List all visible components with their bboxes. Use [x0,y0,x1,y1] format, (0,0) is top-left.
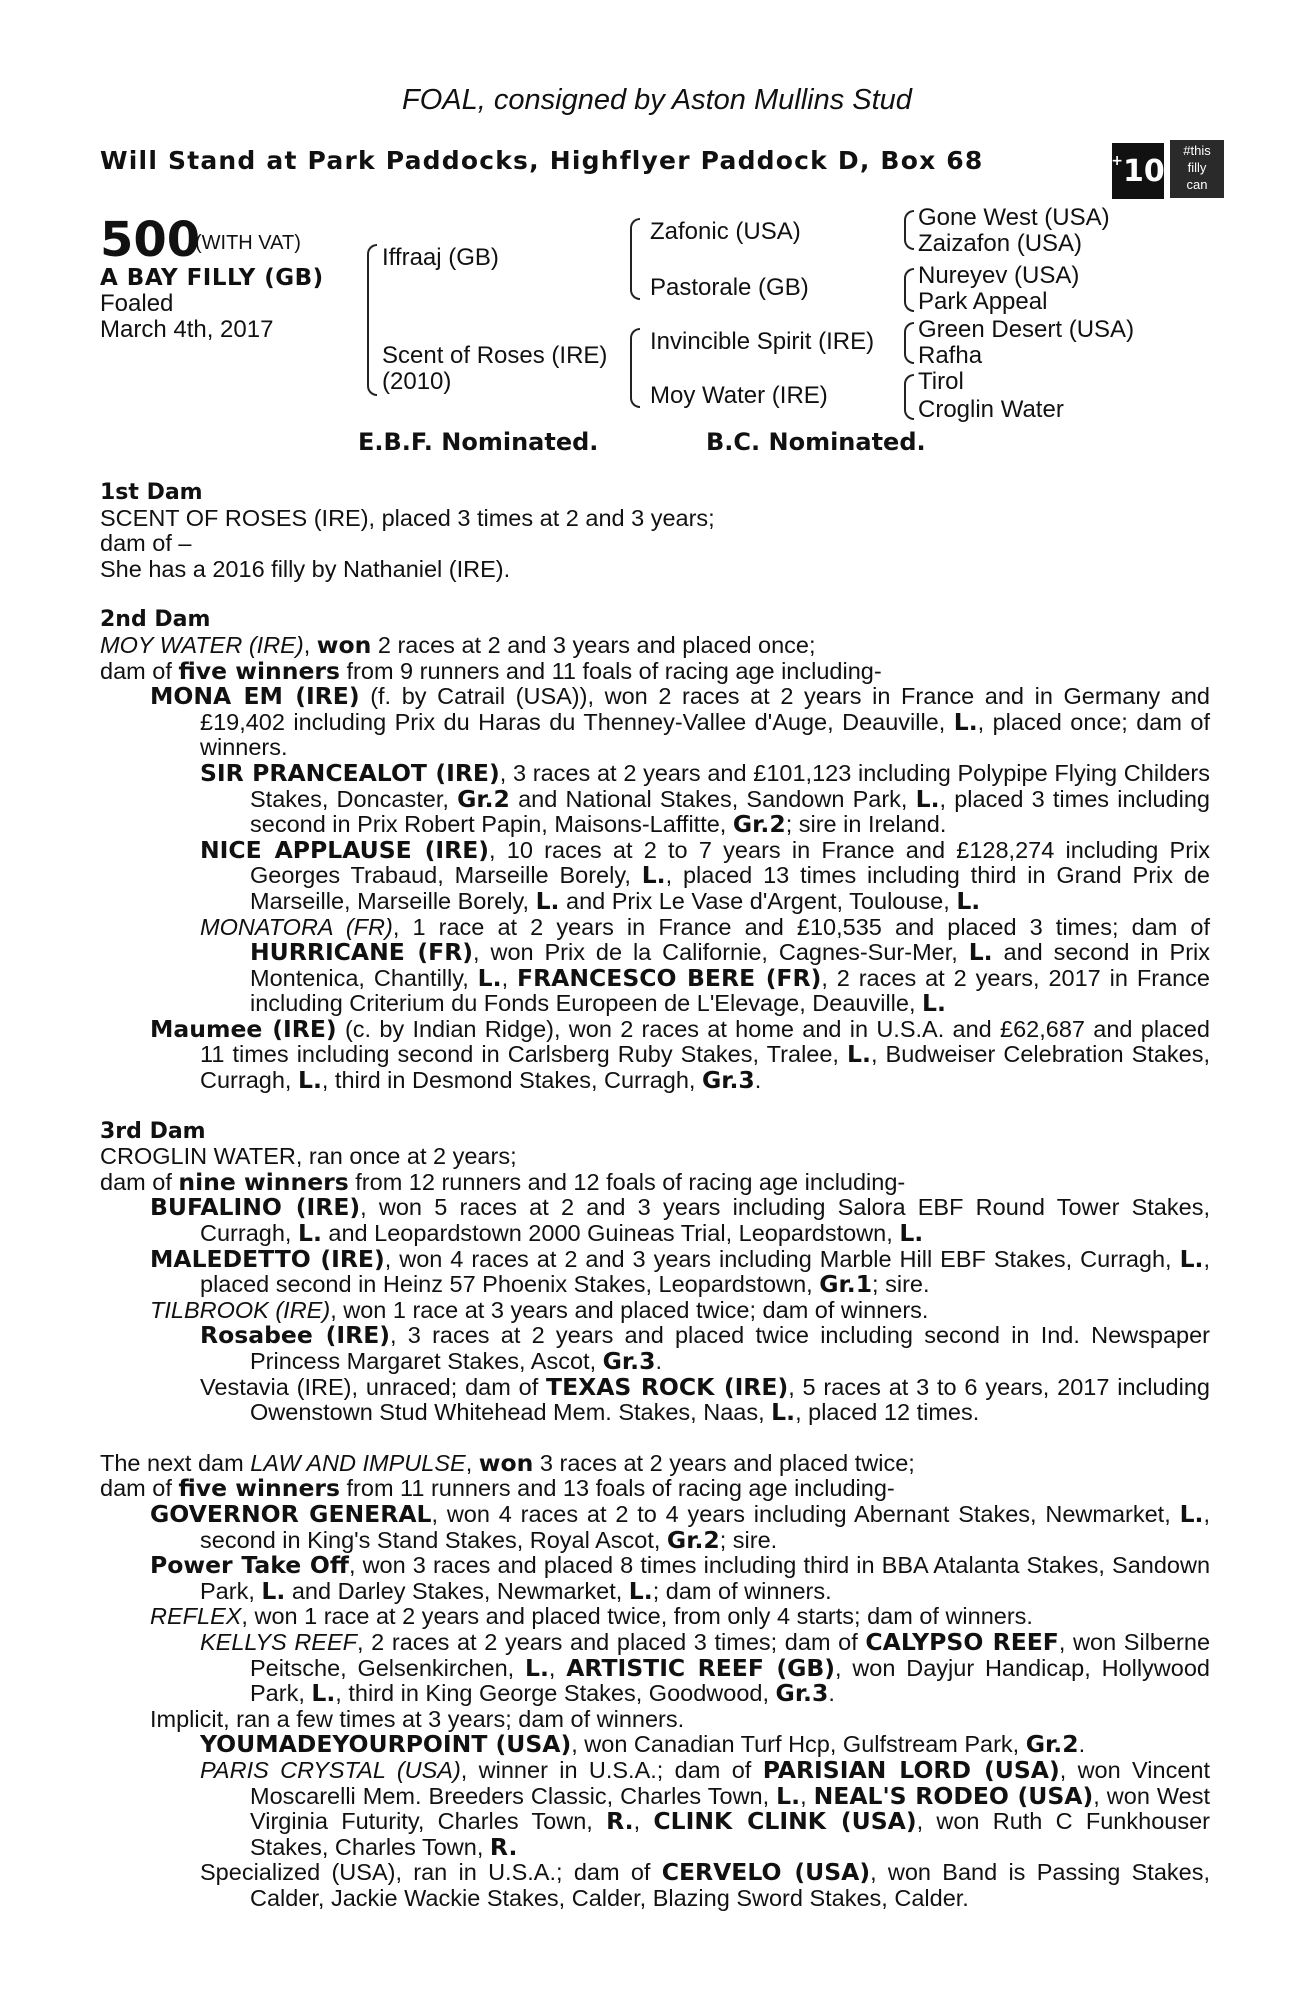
catalogue-page-body: 1st Dam SCENT OF ROSES (IRE), placed 3 times at 2 and 3 years; dam of – She has a 2016 filly by Nathaniel (IRE). 2nd Dam MOY WATER (IRE), won 2 races at 2 and 3 years and placed once; dam of five winners from 9 runners and 11 foals of racing age including- MONA EM (IRE) (f. by Catrail (USA)), won 2 races at 2 years in France and in Germany and £19,402 including Prix du Haras du Thenney-Vallee d'Auge, Deauville, L., placed once; dam of winners. SIR PRANCEALOT (IRE), 3 races at 2 years and £101,123 including Polypipe Flying Childers Stakes, Doncaster, Gr.2 and National Stakes, Sandown Park, L., placed 3 times including second in Prix Robert Papin, Maisons-Laffitte, Gr.2; sire in Ireland. NICE APPLAUSE (IRE), 10 races at 2 to 7 years in France and £128,274 including Prix Georges Trabaud, Marseille Borely, L., placed 13 times including third in Grand Prix de Marseille, Marseille Borely, L. and Prix Le Vase d'Argent, Toulouse, L. MONATORA (FR), 1 race at 2 years in France and £10,535 and placed 3 times; dam of HURRICANE (FR), won Prix de la Californie, Cagnes-Sur-Mer, L. and second in Prix Montenica, Chantilly, L., FRANCESCO BERE (FR), 2 races at 2 years, 2017 in France including Criterium du Fonds Europeen de L'Elevage, Deauville, L. Maumee (IRE) (c. by Indian Ridge), won 2 races at home and in U.S.A. and £62,687 and placed 11 times including second in Carlsberg Ruby Stakes, Tralee, L., Budweiser Celebration Stakes, Curragh, L., third in Desmond Stakes, Curragh, Gr.3. 3rd Dam CROGLIN WATER, ran once at 2 years; dam of nine winners from 12 runners and 12 foals of racing age including- BUFALINO (IRE), won 5 races at 2 and 3 years including Salora EBF Round Tower Stakes, Curragh, L. and Leopardstown 2000 Guineas Trial, Leopardstown, L. MALEDETTO (IRE), won 4 races at 2 and 3 years including Marble Hill EBF Stakes, Curragh, L., placed second in Heinz 57 Phoenix Stakes, Leopardstown, Gr.1; sire. TILBROOK (IRE), won 1 race at 3 years and placed twice; dam of winners. Rosabee (IRE), 3 races at 2 years and placed twice including second in Ind. Newspaper Princess Margaret Stakes, Ascot, Gr.3. Vestavia (IRE), unraced; dam of TEXAS ROCK (IRE), 5 races at 3 to 6 years, 2017 including Owenstown Stud Whitehead Mem. Stakes, Naas, L., placed 12 times. The next dam LAW AND IMPULSE, won 3 races at 2 years and placed twice; dam of five winners from 11 runners and 13 foals of racing age including- GOVERNOR GENERAL, won 4 races at 2 to 4 years including Abernant Stakes, Newmarket, L., second in King's Stand Stakes, Royal Ascot, Gr.2; sire. Power Take Off, won 3 races and placed 8 times including third in BBA Atalanta Stakes, Sandown Park, L. and Darley Stakes, Newmarket, L.; dam of winners. REFLEX, won 1 race at 2 years and placed twice, from only 4 starts; dam of winners. KELLYS REEF, 2 races at 2 years and placed 3 times; dam of CALYPSO REEF, won Silberne Peitsche, Gelsenkirchen, L., ARTISTIC REEF (GB), won Dayjur Handicap, Hollywood Park, L., third in King George Stakes, Goodwood, Gr.3. Implicit, ran a few times at 3 years; dam of winners. YOUMADEYOURPOINT (USA), won Canadian Turf Hcp, Gulfstream Park, Gr.2. PARIS CRYSTAL (USA), winner in U.S.A.; dam of PARISIAN LORD (USA), won Vincent Moscarelli Mem. Breeders Classic, Charles Town, L., NEAL'S RODEO (USA), won West Virginia Futurity, Charles Town, R., CLINK CLINK (USA), won Ruth C Funkhouser Stakes, Charles Town, R. Specialized (USA), ran in U.S.A.; dam of CERVELO (USA), won Band is Passing Stakes, Calder, Jackie Wackie Stakes, Calder, Blazing Sword Stakes, Calder. [100,480,1211,1911]
page-title: FOAL, consigned by Aston Mullins Stud [402,84,912,116]
section-heading: 3rd Dam [100,1118,206,1144]
lot-price: 500 [100,212,201,268]
pedigree-dam-sire: Invincible Spirit (IRE) [650,328,875,355]
lot-name: A BAY FILLY (GB) [100,265,324,291]
pedigree-bracket [904,322,914,364]
this-filly-can-badge-icon: #this filly can [1170,140,1224,198]
foaled-date: March 4th, 2017 [100,316,274,343]
pedigree-gen3: Croglin Water [918,396,1064,423]
pedigree-bracket [630,328,640,408]
pedigree-bracket [904,268,914,312]
pedigree-bracket [630,218,640,300]
pedigree-bracket [367,244,377,396]
pedigree-bracket [904,210,914,250]
section-heading: 1st Dam [100,480,203,505]
pedigree-sire-dam: Pastorale (GB) [650,274,809,301]
section-heading: 2nd Dam [100,607,211,633]
foaled-label: Foaled [100,290,174,317]
pedigree-dam: Scent of Roses (IRE) [382,342,608,369]
pedigree-dam-dam: Moy Water (IRE) [650,382,828,409]
pedigree-gen3: Zaizafon (USA) [918,230,1083,257]
vat-note: (WITH VAT) [195,232,301,254]
pedigree-dam-year: (2010) [382,368,452,395]
bc-nominated: B.C. Nominated. [706,428,926,456]
ebf-nominated: E.B.F. Nominated. [358,428,599,456]
pedigree-gen3: Green Desert (USA) [918,316,1135,343]
pedigree-gen3: Park Appeal [918,288,1048,315]
pedigree-sire-sire: Zafonic (USA) [650,218,801,245]
pedigree-gen3: Nureyev (USA) [918,262,1080,289]
pedigree-gen3: Gone West (USA) [918,204,1110,231]
pedigree-sire: Iffraaj (GB) [382,244,499,271]
pedigree-bracket [904,374,914,420]
pedigree-gen3: Rafha [918,342,983,369]
ten-plus-badge-icon: + 10 [1112,143,1164,199]
pedigree-gen3: Tirol [918,368,964,395]
stand-location: Will Stand at Park Paddocks, Highflyer Paddock D, Box 68 [100,146,984,175]
